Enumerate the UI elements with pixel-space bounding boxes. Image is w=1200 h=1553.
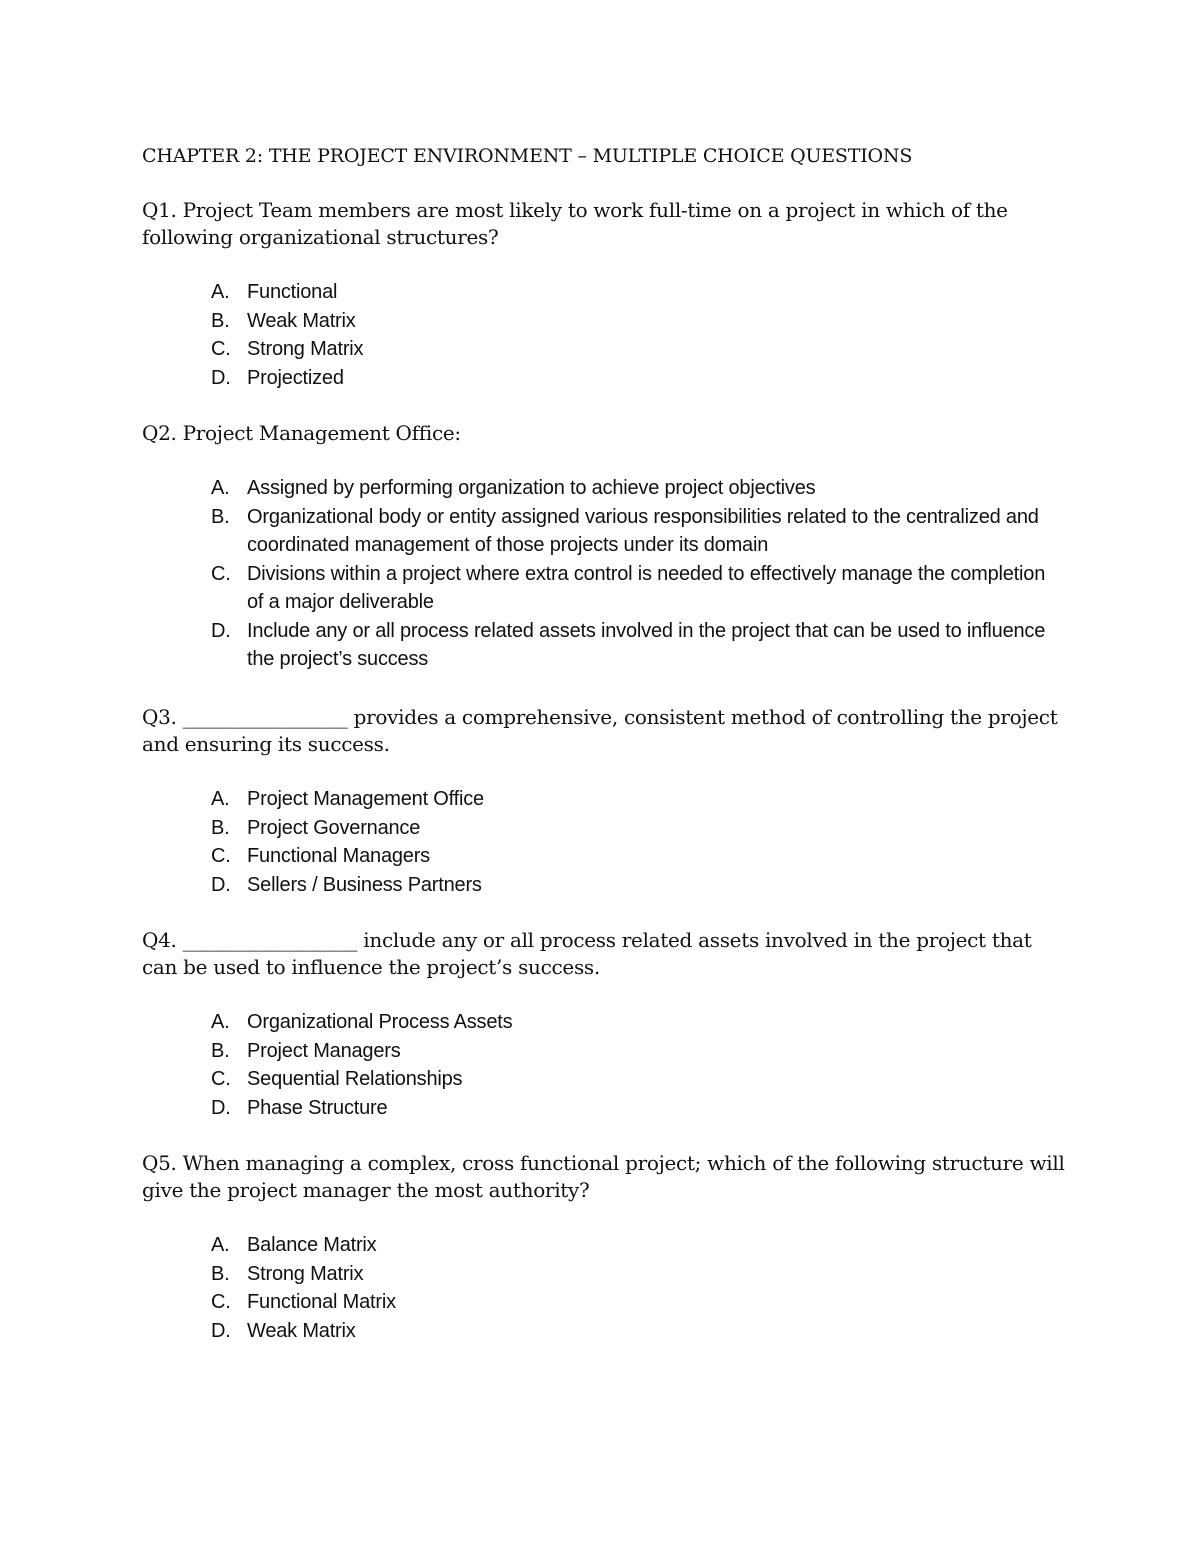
option-3a [211,785,1051,814]
option-letter: D. [211,1319,231,1342]
option-text: Phase Structure [247,1096,388,1119]
option-2a [211,474,1051,503]
option-3c [211,842,1051,871]
option-letter: B. [211,816,230,839]
option-text: Functional Managers [247,845,430,867]
option-2d [211,617,1051,674]
option-3d [211,871,1051,900]
option-text: Balance Matrix [247,1234,377,1256]
question-4: Q4. __________________ include any or all process related assets involved in the project that can be used to influence the project’s success. [142,928,1032,979]
option-letter: A. [211,788,230,810]
option-text: Weak Matrix [247,309,356,332]
option-1c [211,335,1051,364]
option-text: Project Managers [247,1039,401,1062]
option-letter: C. [211,1068,231,1090]
option-text: Organizational Process Assets [247,1011,513,1033]
option-letter: B. [211,309,230,332]
option-text: Strong Matrix [247,1262,364,1285]
option-4b [211,1037,1051,1066]
option-letter: D. [211,1096,231,1119]
option-5a [211,1231,1051,1260]
option-5b [211,1260,1051,1289]
option-text: Weak Matrix [247,1319,356,1342]
option-4c [211,1065,1051,1094]
option-1b [211,307,1051,336]
question-3-options [211,785,1051,899]
question-5-options [211,1231,1051,1345]
option-text: Functional Matrix [247,1291,396,1313]
option-text: Assigned by performing organization to achieve project objectives [247,477,816,499]
option-1d [211,364,1051,393]
chapter-title: CHAPTER 2: THE PROJECT ENVIRONMENT – MULTIPLE CHOICE QUESTIONS [142,145,913,167]
question-4-options [211,1008,1051,1122]
option-3b [211,814,1051,843]
question-5: Q5. When managing a complex, cross functional project; which of the following structure will give the project manager the most authority? [142,1151,1065,1202]
option-5d [211,1317,1051,1346]
option-letter: A. [211,477,230,499]
option-letter: A. [211,1011,230,1033]
option-letter: C. [211,1291,231,1313]
option-text: Sellers / Business Partners [247,873,482,896]
option-text: Include any or all process related assets involved in the project that can be used to influence the project’s success [247,619,1046,670]
option-letter: D. [211,873,231,896]
question-1-options [211,278,1051,392]
option-letter: C. [211,338,231,360]
option-letter: C. [211,562,231,585]
option-letter: C. [211,845,231,867]
option-1a [211,278,1051,307]
option-letter: B. [211,1039,230,1062]
option-text: Projectized [247,366,344,389]
option-letter: D. [211,366,231,389]
option-2c [211,560,1051,617]
option-letter: A. [211,281,230,303]
option-letter: B. [211,505,230,528]
option-4d [211,1094,1051,1123]
option-text: Sequential Relationships [247,1068,463,1090]
option-letter: D. [211,619,231,642]
option-text: Functional [247,281,338,303]
option-text: Organizational body or entity assigned various responsibilities related to the centralized and coordinated management of those projects under its domain [247,505,1039,556]
question-2-options [211,474,1051,674]
option-text: Divisions within a project where extra control is needed to effectively manage the completion of a major deliverable [247,562,1046,613]
option-text: Strong Matrix [247,338,364,360]
option-4a [211,1008,1051,1037]
option-5c [211,1288,1051,1317]
option-2b [211,503,1051,560]
question-1: Q1. Project Team members are most likely to work full-time on a project in which of the following organizational structures? [142,198,1008,249]
option-text: Project Management Office [247,788,484,810]
option-letter: B. [211,1262,230,1285]
question-3: Q3. _________________ provides a comprehensive, consistent method of controlling the project and ensuring its success. [142,705,1058,756]
option-text: Project Governance [247,816,421,839]
option-letter: A. [211,1234,230,1256]
question-2: Q2. Project Management Office: [142,421,461,445]
